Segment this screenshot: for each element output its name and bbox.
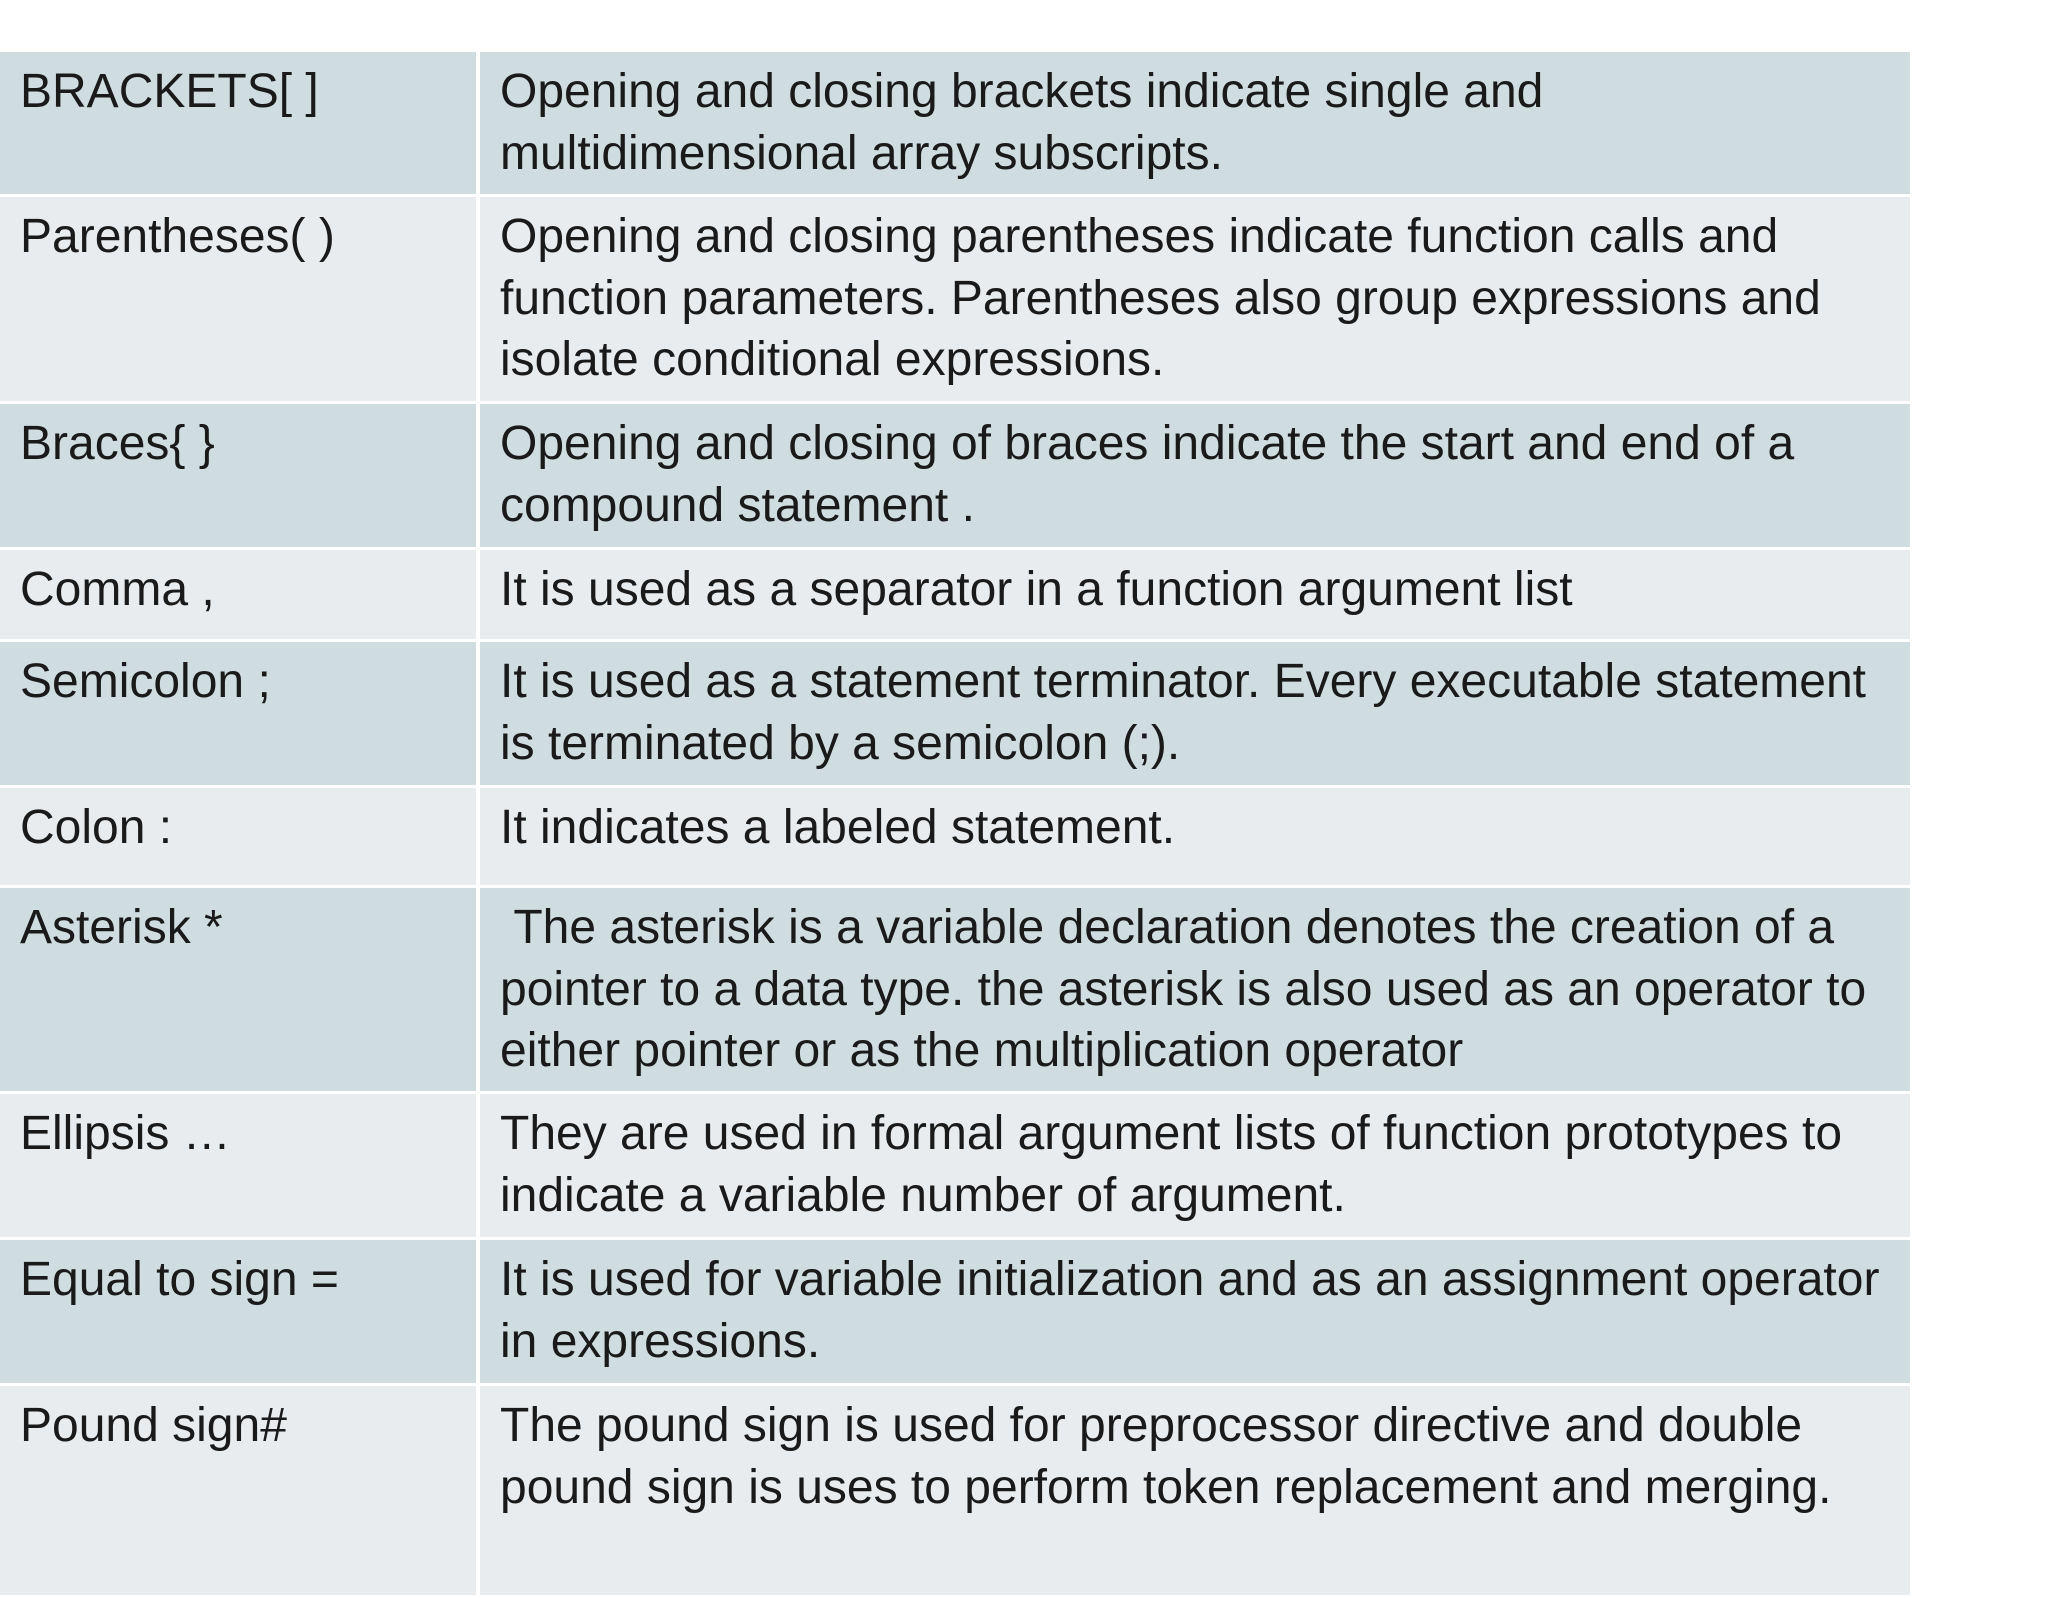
table-row (0, 403, 1912, 549)
table-row (0, 887, 1912, 1093)
special-symbols-table (0, 52, 1914, 1598)
description-cell: The asterisk is a variable declaration denotes the creation of a pointer to a data type. the asterisk is also used as an operator to either pointer or as the multiplication operator (478, 887, 1912, 1093)
table-row (0, 52, 1912, 196)
description-cell: Opening and closing brackets indicate single and multidimensional array subscripts. (478, 52, 1912, 196)
symbol-cell: Asterisk * (0, 887, 478, 1093)
table-row (0, 641, 1912, 787)
description-cell: It is used as a statement terminator. Every executable statement is terminated by a semicolon (;). (478, 641, 1912, 787)
table-row (0, 549, 1912, 641)
symbol-cell: BRACKETS[ ] (0, 52, 478, 196)
symbol-cell: Colon : (0, 787, 478, 887)
description-cell: It is used for variable initialization and as an assignment operator in expressions. (478, 1239, 1912, 1385)
symbol-cell: Semicolon ; (0, 641, 478, 787)
symbol-cell: Comma , (0, 549, 478, 641)
symbol-cell: Parentheses( ) (0, 196, 478, 403)
description-cell: It indicates a labeled statement. (478, 787, 1912, 887)
description-cell: Opening and closing of braces indicate the start and end of a compound statement . (478, 403, 1912, 549)
symbol-cell: Equal to sign = (0, 1239, 478, 1385)
description-cell: The pound sign is used for preprocessor directive and double pound sign is uses to perform token replacement and merging. (478, 1385, 1912, 1597)
table-row (0, 196, 1912, 403)
special-symbols-table-container (0, 52, 1912, 1598)
table-row (0, 787, 1912, 887)
description-cell: It is used as a separator in a function argument list (478, 549, 1912, 641)
symbol-cell: Braces{ } (0, 403, 478, 549)
symbol-cell: Ellipsis … (0, 1093, 478, 1239)
table-row (0, 1239, 1912, 1385)
table-row (0, 1093, 1912, 1239)
table-row (0, 1385, 1912, 1597)
description-cell: They are used in formal argument lists of function prototypes to indicate a variable number of argument. (478, 1093, 1912, 1239)
description-cell: Opening and closing parentheses indicate function calls and function parameters. Parentheses also group expressions and isolate conditional expressions. (478, 196, 1912, 403)
symbol-cell: Pound sign# (0, 1385, 478, 1597)
